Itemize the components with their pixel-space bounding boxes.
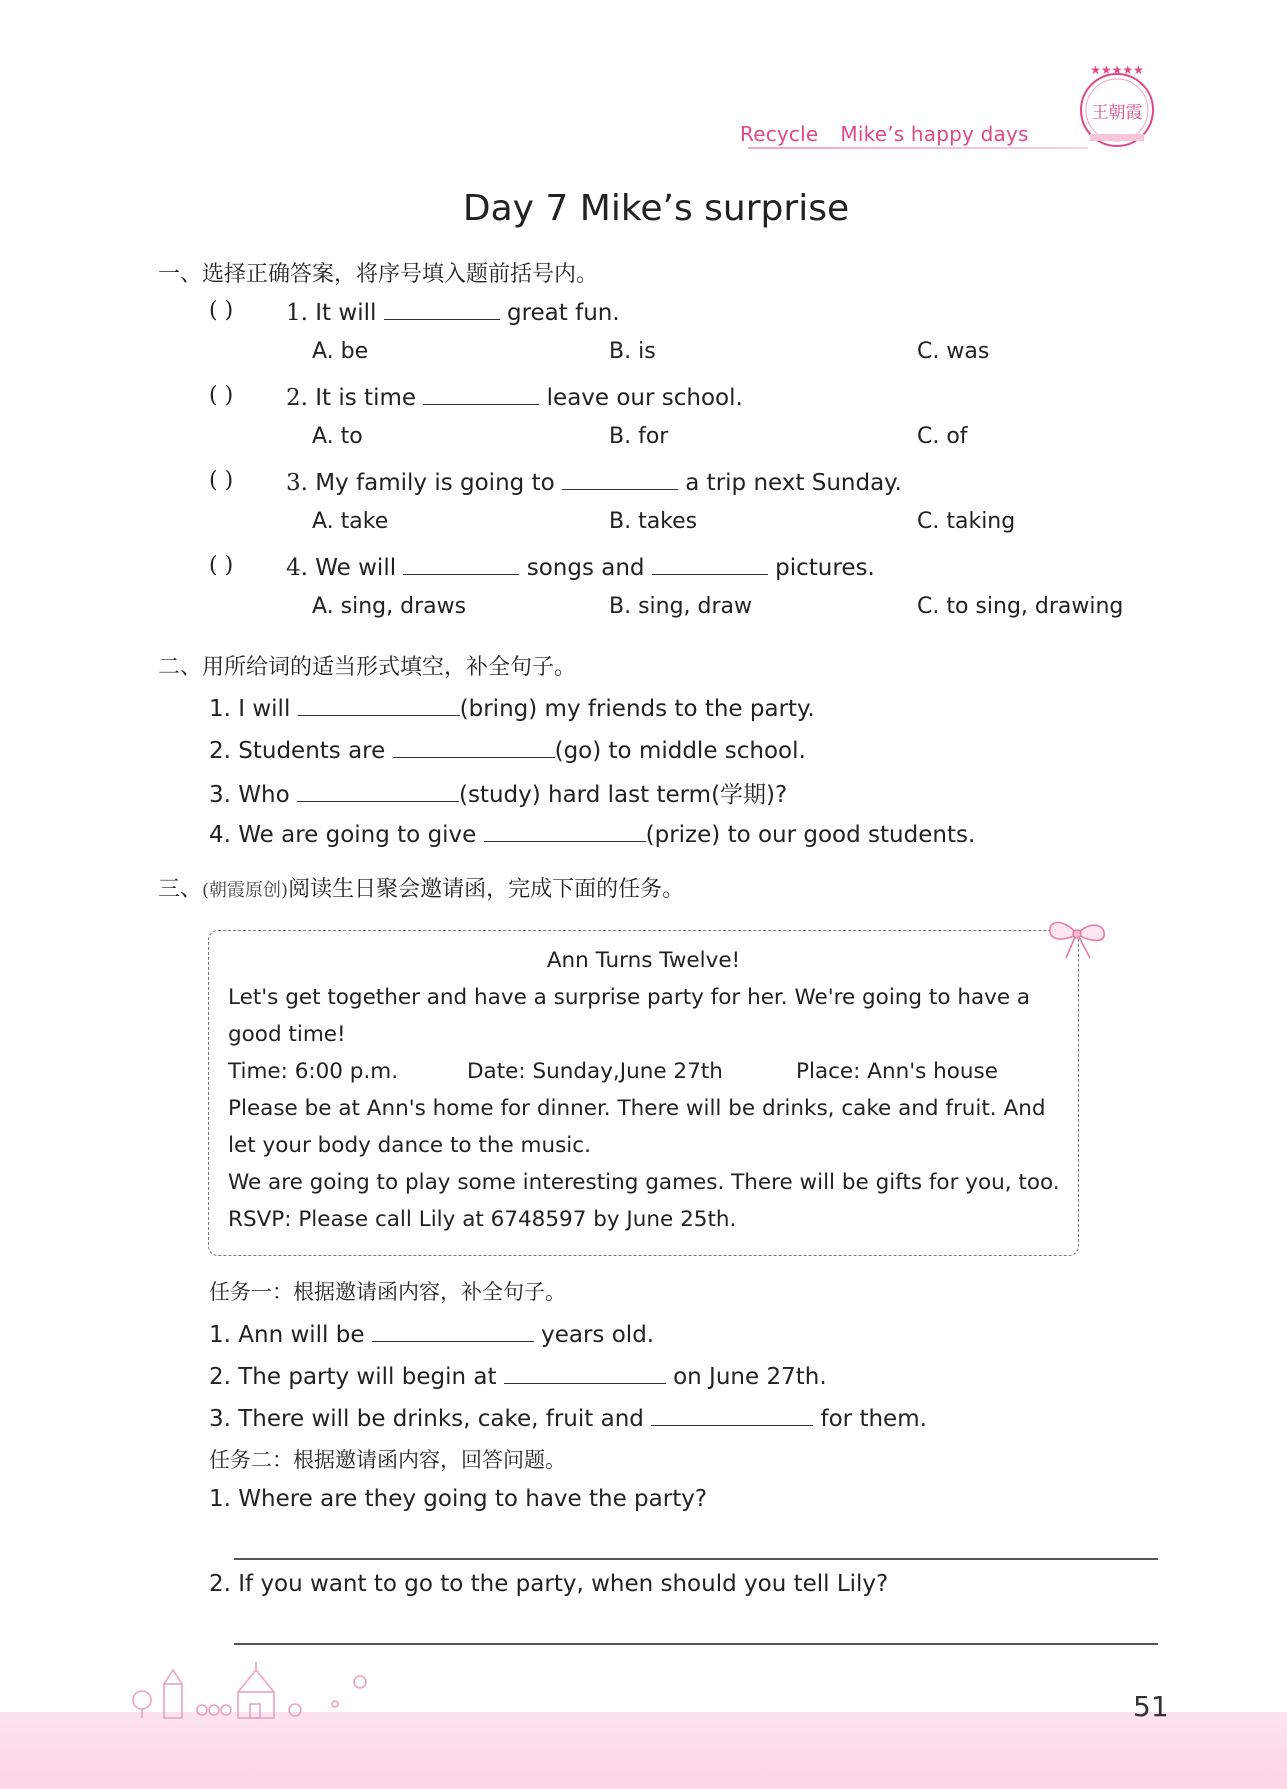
answer-bracket[interactable]: ( ): [209, 553, 234, 578]
castle-decoration-icon: [120, 1660, 420, 1720]
option-a: A. to: [312, 424, 363, 449]
header-book-title: Mike’s happy days: [840, 122, 1029, 146]
fill-blank[interactable]: [423, 381, 539, 405]
option-b: B. sing, draw: [609, 594, 753, 619]
invitation-title: Ann Turns Twelve!: [546, 948, 741, 973]
section3-heading: 三、(朝霞原创)阅读生日聚会邀请函，完成下面的任务。: [158, 877, 685, 902]
option-b: B. for: [609, 424, 669, 449]
invitation-line: let your body dance to the music.: [228, 1133, 591, 1158]
task2-question-1: 1. Where are they going to have the party?: [209, 1486, 708, 1512]
option-c: C. to sing, drawing: [917, 594, 1124, 619]
task1-item-3: 3. There will be drinks, cake, fruit and for them.: [209, 1402, 927, 1432]
answer-bracket[interactable]: ( ): [209, 383, 234, 408]
option-c: C. was: [917, 339, 990, 364]
fill-item-2: 2. Students are (go) to middle school.: [209, 734, 806, 764]
seal-icon: [1072, 62, 1162, 152]
invitation-place: Place: Ann's house: [796, 1059, 998, 1084]
fill-item-3: 3. Who (study) hard last term(学期)?: [209, 776, 787, 809]
task2-heading: 任务二：根据邀请函内容，回答问题。: [209, 1448, 566, 1472]
answer-bracket[interactable]: ( ): [209, 298, 234, 323]
option-a: A. sing, draws: [312, 594, 467, 619]
option-c: C. taking: [917, 509, 1016, 534]
fill-blank[interactable]: [652, 551, 768, 575]
section2-heading: 二、用所给词的适当形式填空，补全句子。: [158, 655, 577, 680]
invitation-rsvp: RSVP: Please call Lily at 6748597 by June 25th.: [228, 1207, 737, 1232]
option-a: A. be: [312, 339, 369, 364]
invitation-date: Date: Sunday,June 27th: [467, 1059, 723, 1084]
answer-line[interactable]: [234, 1558, 1158, 1560]
header-rule: [748, 147, 1088, 149]
fill-item-1: 1. I will (bring) my friends to the party.: [209, 692, 815, 722]
section1-heading: 一、选择正确答案，将序号填入题前括号内。: [158, 262, 599, 287]
answer-bracket[interactable]: ( ): [209, 468, 234, 493]
svg-text:王朝霞: 王朝霞: [1091, 103, 1143, 123]
header-unit: Recycle: [740, 122, 819, 146]
mc-question-4: 4. We will songs and pictures.: [286, 551, 875, 581]
mc-question-1: 1. It will great fun.: [286, 296, 620, 326]
option-b: B. is: [609, 339, 656, 364]
bottom-band: [0, 1712, 1287, 1789]
fill-blank[interactable]: [484, 818, 646, 842]
running-header: [740, 122, 1029, 146]
fill-blank[interactable]: [651, 1402, 813, 1426]
invitation-line: good time!: [228, 1022, 346, 1047]
option-c: C. of: [917, 424, 968, 449]
option-b: B. takes: [609, 509, 698, 534]
fill-blank[interactable]: [384, 296, 500, 320]
publisher-logo: [1072, 62, 1162, 152]
task1-item-1: 1. Ann will be years old.: [209, 1318, 654, 1348]
page-title: Day 7 Mike’s surprise: [462, 188, 850, 229]
fill-blank[interactable]: [562, 466, 678, 490]
fill-blank[interactable]: [504, 1360, 666, 1384]
mc-question-3: 3. My family is going to a trip next Sunday.: [286, 466, 902, 496]
fill-blank[interactable]: [297, 778, 459, 802]
fill-item-4: 4. We are going to give (prize) to our good students.: [209, 818, 975, 848]
invitation-time: Time: 6:00 p.m.: [228, 1059, 399, 1084]
fill-blank[interactable]: [403, 551, 519, 575]
page-number: 51: [1133, 1690, 1169, 1723]
task2-question-2: 2. If you want to go to the party, when should you tell Lily?: [209, 1571, 889, 1597]
task1-heading: 任务一：根据邀请函内容，补全句子。: [209, 1280, 566, 1304]
mc-question-2: 2. It is time leave our school.: [286, 381, 743, 411]
answer-line[interactable]: [234, 1643, 1158, 1645]
fill-blank[interactable]: [393, 734, 555, 758]
option-a: A. take: [312, 509, 389, 534]
invitation-line: We are going to play some interesting games. There will be gifts for you, too.: [228, 1170, 1060, 1195]
task1-item-2: 2. The party will begin at on June 27th.: [209, 1360, 827, 1390]
invitation-line: Let's get together and have a surprise party for her. We're going to have a: [228, 985, 1031, 1010]
svg-text:★★★★★: ★★★★★: [1090, 63, 1144, 77]
fill-blank[interactable]: [298, 692, 460, 716]
fill-blank[interactable]: [372, 1318, 534, 1342]
invitation-line: Please be at Ann's home for dinner. There will be drinks, cake and fruit. And: [228, 1096, 1046, 1121]
